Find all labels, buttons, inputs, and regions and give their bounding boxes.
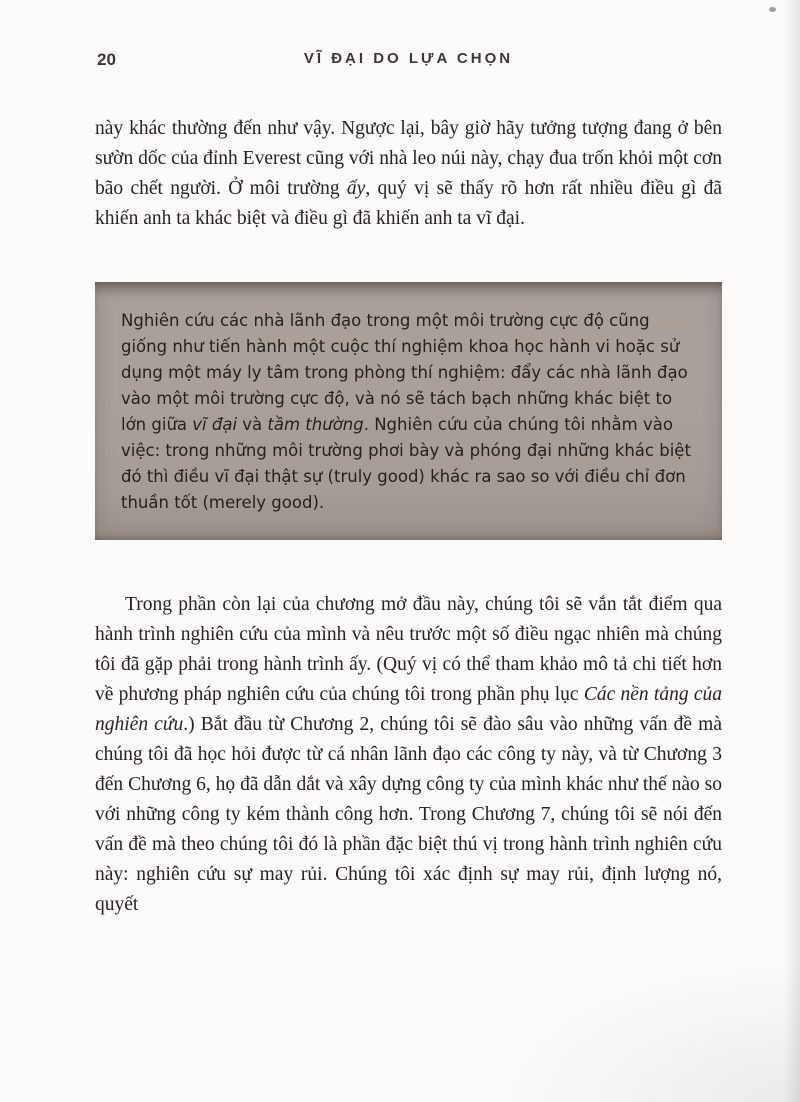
page-number: 20 — [97, 50, 116, 69]
page-edge-shading — [784, 0, 800, 1102]
running-title: VĨ ĐẠI DO LỰA CHỌN — [303, 50, 514, 67]
paragraph-continued: này khác thường đến như vậy. Ngược lại, bây giờ hãy tưởng tượng đang ở bên sườn dốc của đỉnh Everest cũng với nhà leo núi này, chạy đua trốn khỏi một cơn bão chết người. Ở môi trường ấy, quý vị sẽ thấy rõ hơn rất nhiều điều gì đã khiến anh ta khác biệt và điều gì đã khiến anh ta vĩ đại. — [95, 118, 722, 229]
paragraph-main: Trong phần còn lại của chương mở đầu này, chúng tôi sẽ vắn tắt điểm qua hành trình nghiên cứu của mình và nêu trước một số điều ngạc nhiên mà chúng tôi đã gặp phải trong hành trình ấy. (Quý vị có thể tham khảo mô tả chi tiết hơn về phương pháp nghiên cứu của chúng tôi trong phần phụ lục Các nền tảng của nghiên cứu.) Bắt đầu từ Chương 2, chúng tôi sẽ đào sâu vào những vấn đề mà chúng tôi đã học hỏi được từ cá nhân lãnh đạo các công ty này, và từ Chương 3 đến Chương 6, họ đã dẫn dắt và xây dựng công ty của mình khác như thế nào so với những công ty kém thành công hơn. Trong Chương 7, chúng tôi sẽ nói đến vấn đề mà theo chúng tôi đó là phần đặc biệt thú vị trong hành trình nghiên cứu này: nghiên cứu sự may rủi. Chúng tôi xác định sự may rủi, định lượng nó, quyết — [95, 594, 723, 915]
page-corner-shading — [500, 962, 800, 1102]
quote-text: Nghiên cứu các nhà lãnh đạo trong một môi trường cực độ cũng giống như tiến hành một cuộc thí nghiệm khoa học hành vi hoặc sử dụng một máy ly tâm trong phòng thí nghiệm: đẩy các nhà lãnh đạo vào một môi trường cực độ, và nó sẽ tách bạch những khác biệt to lớn giữa vĩ đại và tầm thường. Nghiên cứu của chúng tôi nhằm vào việc: trong những môi trường phơi bày và phóng đại những khác biệt đó thì điều vĩ đại thật sự (truly good) khác ra sao so với điều chỉ đơn thuần tốt (merely good). — [121, 311, 691, 512]
highlighted-quote-box — [95, 282, 722, 540]
scan-artifact — [769, 7, 776, 12]
page-header — [95, 50, 722, 72]
text-column — [95, 0, 722, 920]
